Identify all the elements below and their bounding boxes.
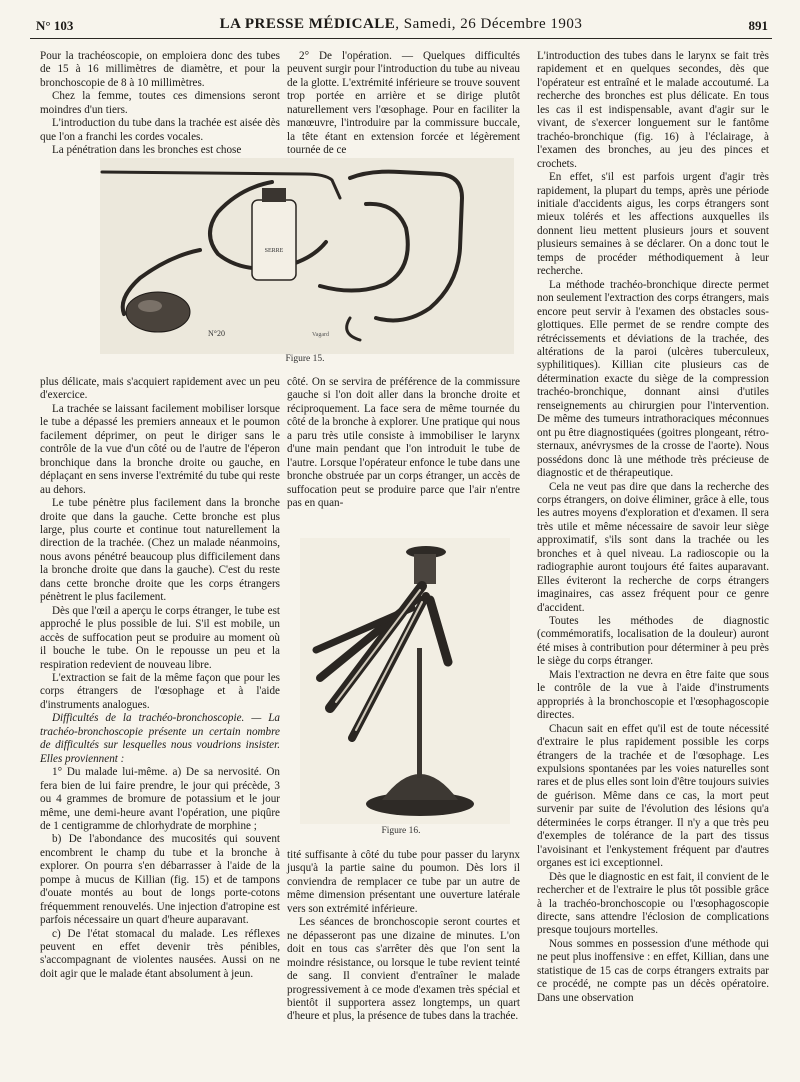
paragraph: Pour la trachéoscopie, on emploiera donc des tubes de 15 à 16 millimètres de diamètre, et pour la bronchoscopie de 8 à 10 millimètres. [40,50,280,89]
column-1-top [40,50,280,158]
rubber-bulb-icon [126,292,190,332]
column-2-middle [287,376,520,511]
paragraph: Les séances de bronchoscopie seront courtes et ne dépasseront pas une dizaine de minutes. L'on doit en tous cas s'arrêter dès que l'on sent la moindre résistance, ou lorsque le tube revient teinté de sang. Il convient d'entraîner le malade progressivement à ce mode d'examen très spécial et bientôt il supportera assez longtemps, un quart d'heure et plus, la présence de tubes dans la trachée. [287,916,520,1023]
paragraph: côté. On se servira de préférence de la commissure gauche si l'on doit aller dans la bronche droite et réciproquement. La face sera de même tournée du côté de la bronche à explorer. Une pratique qui nous a paru très utile consiste à immobiliser le larynx d'une main pendant que l'on introduit le tube de l'autre. Lorsque l'opérateur enfonce le tube dans une bronche obstruée par un corps étranger, un accès de suffocation peut se produire parce que l'air n'entre pas en quan- [287,376,520,510]
bottle-icon [252,188,296,280]
paragraph: plus délicate, mais s'acquiert rapidement avec un peu d'exercice. [40,376,280,402]
paragraph: Dès que le diagnostic en est fait, il convient de le rechercher et de l'extraire le plus tôt possible grâce à la trachéo-bronchoscopie ou l'œsophagoscopie directe, sans attendre l'éclosion de complications presque toujours mortelles. [537,870,769,937]
paragraph: tité suffisante à côté du tube pour passer du larynx jusqu'à la partie saine du poumon. Dès lors il conviendra de remplacer ce tube par un autre de même dimension présentant une ouverture latérale vers son extrémité inférieure. [287,849,520,915]
figure-15-mucus-pump-image [100,158,514,354]
figure-16-tracheobronchial-phantom-image [300,538,510,824]
column-1-bottom [40,376,280,981]
column-2-bottom [287,849,520,1024]
journal-title [30,16,772,33]
paragraph: Le tube pénètre plus facilement dans la bronche droite que dans la gauche. Cette bronche est plus large, plus courte et continue tout naturellement la direction de la trachée. (Chez un malade néanmoins, nous avons pénétré beaucoup plus difficilement dans la bronche droite que dans la gauche). C'est du reste dans cette bronche droite que les corps étrangers pénètrent le plus facilement. [40,497,280,604]
paragraph: L'introduction du tube dans la trachée est aisée dès que l'on a franchi les cordes vocales. [40,117,280,143]
paragraph: La pénétration dans les bronches est chose [52,144,242,157]
journal-name: LA PRESSE MÉDICALE [219,16,396,32]
issue-number: N° 103 [36,18,74,33]
paragraph: Cela ne veut pas dire que dans la recherche des corps étrangers, on doive éliminer, grâce à elle, tous les autres moyens d'exploration et d'examen. Il sera très utile et même nécessaire de savoir leur siège approximatif, s'ils sont dans la trachée ou les bronches et à quel niveau. La radioscopie ou la radiographie auront toujours été faites auparavant. Elles éviteront la recherche de corps étrangers imaginaires, cas assez fréquent pour ce genre d'accident. [537,480,769,614]
paragraph: En effet, s'il est parfois urgent d'agir très rapidement, la plupart du temps, après une période initiale d'accidents aigus, les corps étrangers sont mieux tolérés et les affections auxquelles ils donnent lieu mettent plusieurs jours et souvent plusieurs semaines à se déclarer. On a donc tout le temps de procéder méthodiquement à leur recherche. [537,171,769,278]
paragraph: Toutes les méthodes de diagnostic (commémoratifs, localisation de la douleur) auront été mises à contribution pour déterminer à peu près le siège du corps étranger. [537,615,769,668]
engraver-signature: Vagard [312,332,329,338]
page-header [30,14,772,39]
paragraph: L'extraction se fait de la même façon que pour les corps étrangers de l'œsophage et à l'aide d'instruments analogues. [40,671,280,711]
paragraph: La méthode trachéo-bronchique directe permet non seulement l'extraction des corps étrangers, mais encore peut servir à l'examen des obstacles sous-glottiques. Elle permet de se rendre compte des rétrécissements et déviations de la trachée, des altérations de la paroi (ulcères tuberculeux, syphilitiques). Killian cite plusieurs cas de détermination exacte du siège de la compression trachéo-bronchique, donnant ainsi d'utiles renseignements au chirurgien pour l'intervention. De même des tumeurs intrathoraciques méconnues ont pu être diagnostiquées (goitres plongeant, rétro-sternaux, anévrysmes de la crosse de l'aorte). Nous possédons donc là une méthode très précieuse de diagnostic et de thérapeutique. [537,278,769,480]
issue-date: , Samedi, 26 Décembre 1903 [395,16,583,32]
paragraph: b) De l'abondance des mucosités qui souvent encombrent le champ du tube et la bronche à explorer. On pourra s'en débarrasser à l'aide de la pompe à mucus de Killian (fig. 15) et de tampons d'ouate montés au bout de longs porte-cotons fréquemment renouvelés. Une injection d'atropine est parfois nécessaire un quart d'heure auparavant. [40,833,280,927]
paragraph: Chez la femme, toutes ces dimensions seront moindres d'un tiers. [40,90,280,116]
paragraph: Nous sommes en possession d'une méthode qui ne peut plus inoffensive : en effet, Killian, dans une statistique de 15 cas de corps étrangers extraits par ce procédé, ne compte pas un décès opératoire. Dans une observation [537,937,769,1004]
section-heading-paragraph: Difficultés de la trachéo-bronchoscopie. — La trachéo-bronchoscopie présente un certain nombre de difficultés sur lesquelles nous voudrions insister. Elles proviennent : [40,712,280,765]
paragraph: Dès que l'œil a aperçu le corps étranger, le tube est approché le plus possible de lui. S'il est mobile, un accès de suffocation peut se produire au moment où il bouche le tube. On le repousse un peu et la respiration redevient de nouveau libre. [40,604,280,671]
paragraph: Mais l'extraction ne devra en être faite que sous le contrôle de la vue à l'aide d'instruments appropriés à la bronchoscopie et l'œsophagoscopie directes. [537,668,769,722]
paragraph: L'introduction des tubes dans le larynx se fait très rapidement et en quelques secondes, dès que l'opérateur est entraîné et le malade accoutumé. La recherche des bronches est plus délicate. En tous les cas il est indispensable, avant d'agir sur le vivant, de s'exercer longuement sur le fantôme trachéo-bronchique (fig. 16) à l'éclairage, à l'examen des bronches, au jeu des pinces et crochets. [537,50,769,170]
paragraph: 2° De l'opération. — Quelques difficultés peuvent surgir pour l'introduction du tube au niveau de la glotte. L'extrémité inférieure se trouve souvent trop portée en arrière et se dirige plutôt naturellement vers l'œsophage. Pour en faciliter la manœuvre, l'introduire par la commissure buccale, la tête étant en extension forcée et légèrement tournée de ce [287,50,520,157]
column-3 [537,50,769,1005]
paragraph: Chacun sait en effet qu'il est de toute nécessité d'extraire le plus rapidement possible les corps étrangers de la trachée et de l'œsophage. Les expulsions spontanées par les voies naturelles sont rares et de plus elles sont loin d'être toujours suivies de guérison. Même dans ce cas, la mort peut survenir par suite de l'évolution des lésions qu'a déterminées le corps étranger. Il n'y a que très peu d'exemples de tolérance de la part des tissus l'avoisinant et l'enkystement fréquent par d'autres organes est ici exceptionnel. [537,722,769,870]
figure-16-caption: Figure 16. [381,826,421,836]
paragraph: c) De l'état stomacal du malade. Les réflexes peuvent en effet devenir très pénibles, s'accompagnant de violentes nausées. Aussi on ne doit agir que le malade étant absolument à jeun. [40,927,280,980]
tube-number-label: N°20 [208,329,225,338]
figure-15-caption: Figure 15. [285,354,325,364]
bottle-label: SERRE [264,248,284,254]
paragraph: 1° Du malade lui-même. a) De sa nervosité. On fera bien de lui faire prendre, le jour qui précède, 3 ou 4 grammes de bromure de potassium et le jour même, une demi-heure avant l'opération, une piqûre de 1 centigramme de chlorhydrate de morphine ; [40,766,280,832]
paragraph: La trachée se laissant facilement mobiliser lorsque le tube a dépassé les premiers anneaux et le poumon facilement déprimer, on peut le diriger sans le contrôle de la vue d'un côté ou de l'autre de l'éperon bronchique dans la bronche droite ou gauche, en déplaçant en sens inverse l'extrémité du tube qui reste au dehors. [40,402,280,496]
column-2-top [287,50,520,158]
page-number: 891 [748,18,768,33]
